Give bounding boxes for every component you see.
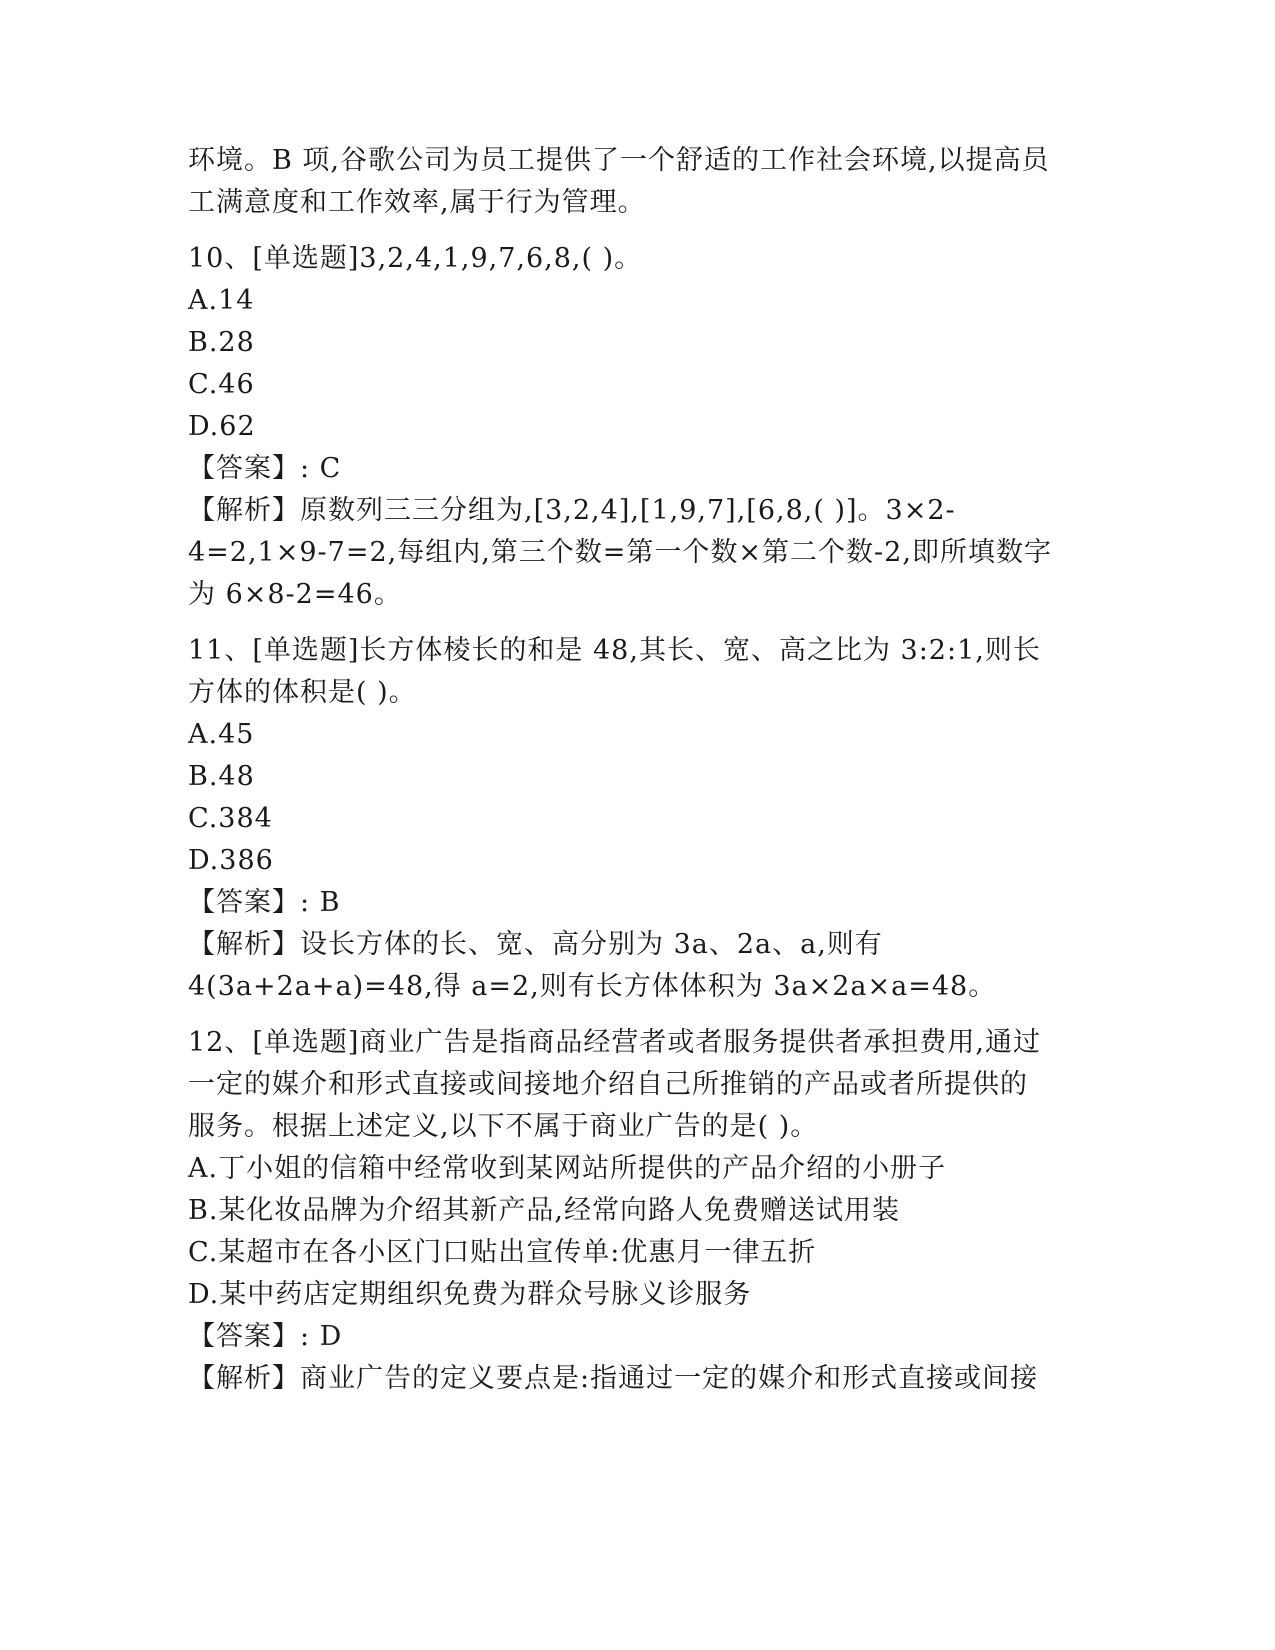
- option-a: A.45: [188, 719, 255, 750]
- option-b: B.某化妆品牌为介绍其新产品,经常向路人免费赠送试用装: [188, 1195, 901, 1226]
- option-b: B.28: [188, 327, 255, 358]
- analysis-line: 【解析】设长方体的长、宽、高分别为 3a、2a、a,则有: [188, 929, 883, 960]
- option-c: C.某超市在各小区门口贴出宣传单:优惠月一律五折: [188, 1237, 817, 1268]
- option-b: B.48: [188, 761, 255, 792]
- analysis-line: 4=2,1×9-7=2,每组内,第三个数=第一个数×第二个数-2,即所填数字: [188, 537, 1052, 568]
- intro-line: 环境。B 项,谷歌公司为员工提供了一个舒适的工作社会环境,以提高员: [188, 145, 1050, 176]
- answer-line: 【答案】: C: [188, 453, 342, 484]
- intro-paragraph: [188, 140, 1075, 224]
- analysis-line: 【解析】原数列三三分组为,[3,2,4],[1,9,7],[6,8,( )]。3×2-: [188, 495, 956, 526]
- question-stem: 11、[单选题]长方体棱长的和是 48,其长、宽、高之比为 3:2:1,则长: [188, 635, 1041, 666]
- question-stem: 10、[单选题]3,2,4,1,9,7,6,8,( )。: [188, 243, 643, 274]
- question-10: [188, 238, 1075, 616]
- option-d: D.某中药店定期组织免费为群众号脉义诊服务: [188, 1279, 752, 1310]
- option-c: C.384: [188, 803, 273, 834]
- answer-line: 【答案】: B: [188, 887, 341, 918]
- analysis-line: 4(3a+2a+a)=48,得 a=2,则有长方体体积为 3a×2a×a=48。: [188, 971, 997, 1002]
- question-stem: 方体的体积是( )。: [188, 677, 417, 708]
- question-12: [188, 1022, 1075, 1400]
- option-a: A.14: [188, 285, 255, 316]
- analysis-line: 为 6×8-2=46。: [188, 579, 402, 610]
- option-c: C.46: [188, 369, 255, 400]
- question-stem: 一定的媒介和形式直接或间接地介绍自己所推销的产品或者所提供的: [188, 1069, 1028, 1100]
- option-d: D.386: [188, 845, 274, 876]
- answer-line: 【答案】: D: [188, 1321, 343, 1352]
- option-a: A.丁小姐的信箱中经常收到某网站所提供的产品介绍的小册子: [188, 1153, 947, 1184]
- question-stem: 12、[单选题]商业广告是指商品经营者或者服务提供者承担费用,通过: [188, 1027, 1042, 1058]
- intro-line: 工满意度和工作效率,属于行为管理。: [188, 187, 646, 218]
- option-d: D.62: [188, 411, 256, 442]
- analysis-line: 【解析】商业广告的定义要点是:指通过一定的媒介和形式直接或间接: [188, 1363, 1039, 1394]
- question-stem: 服务。根据上述定义,以下不属于商业广告的是( )。: [188, 1111, 819, 1142]
- question-11: [188, 630, 1075, 1008]
